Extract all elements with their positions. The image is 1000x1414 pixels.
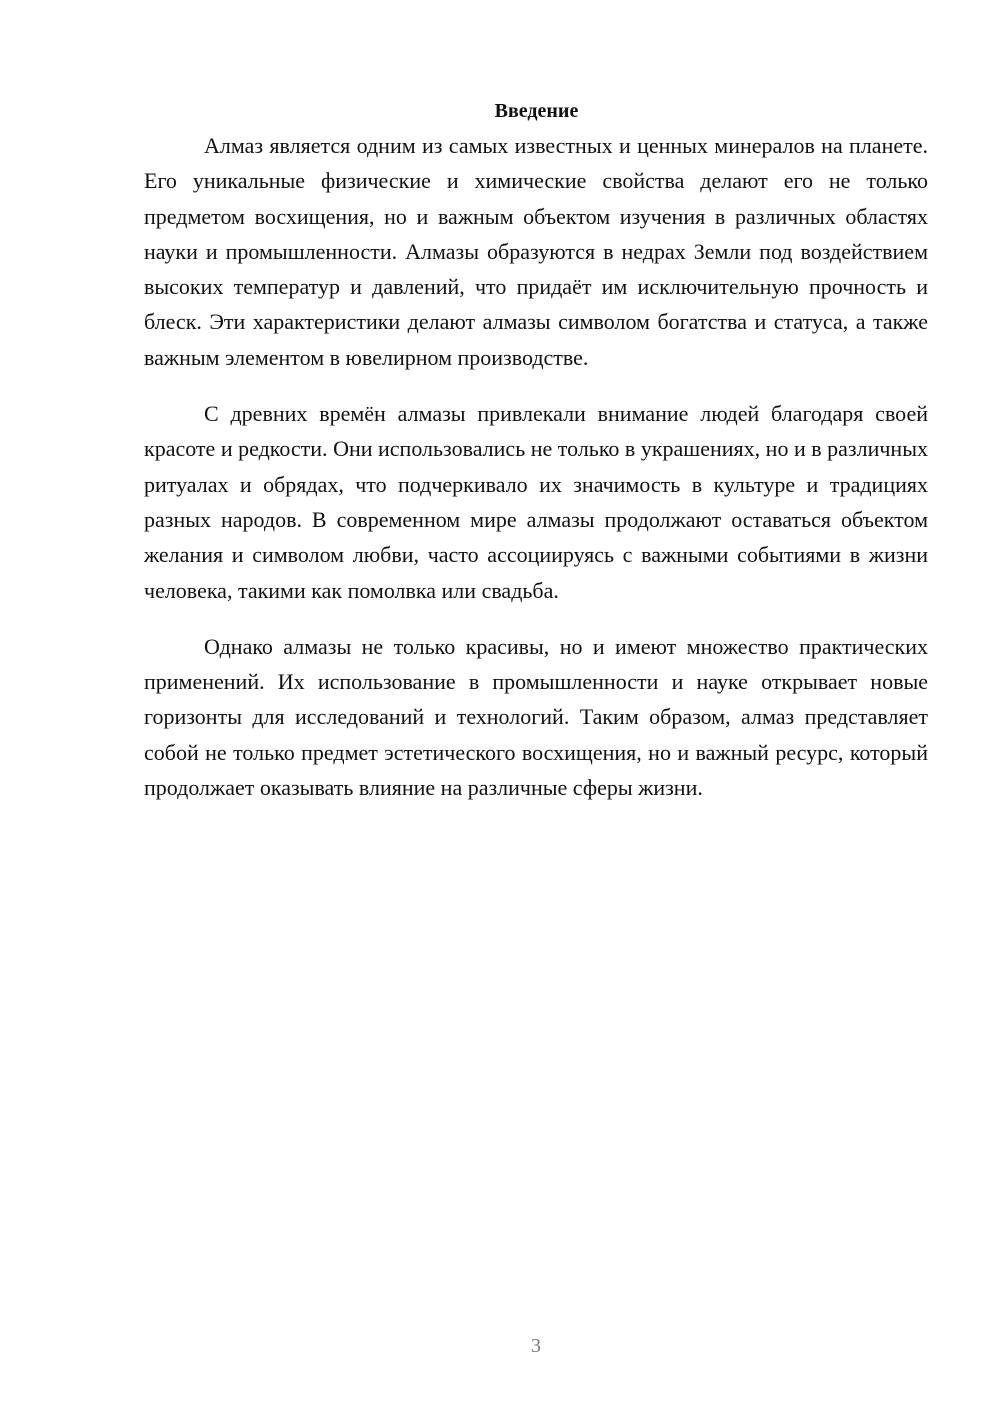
paragraph-3: Однако алмазы не только красивы, но и имеют множество практических применений. Их использование в промышленности и науке открывает новые горизонты для исследований и технологий. Таким образом, алмаз представляет собой не только предмет эстетического восхищения, но и важный ресурс, который продолжает оказывать влияние на различные сферы жизни. xyxy=(144,633,928,801)
page-number: 3 xyxy=(531,1335,541,1357)
paragraph-2: С древних времён алмазы привлекали внимание людей благодаря своей красоте и редкости. Они использовались не только в украшениях, но и в различных ритуалах и обрядах, что подчеркивало их значимость в культуре и традициях разных народов. В современном мире алмазы продолжают оставаться объектом желания и символом любви, часто ассоциируясь с важными событиями в жизни человека, такими как помолвка или свадьба. xyxy=(144,401,928,603)
page-content xyxy=(144,96,928,826)
section-heading: Введение xyxy=(494,100,579,122)
paragraph-1: Алмаз является одним из самых известных и ценных минералов на планете. Его уникальные физические и химические свойства делают его не только предметом восхищения, но и важным объектом изучения в различных областях науки и промышленности. Алмазы образуются в недрах Земли под воздействием высоких температур и давлений, что придаёт им исключительную прочность и блеск. Эти характеристики делают алмазы символом богатства и статуса, а также важным элементом в ювелирном производстве. xyxy=(144,133,928,370)
